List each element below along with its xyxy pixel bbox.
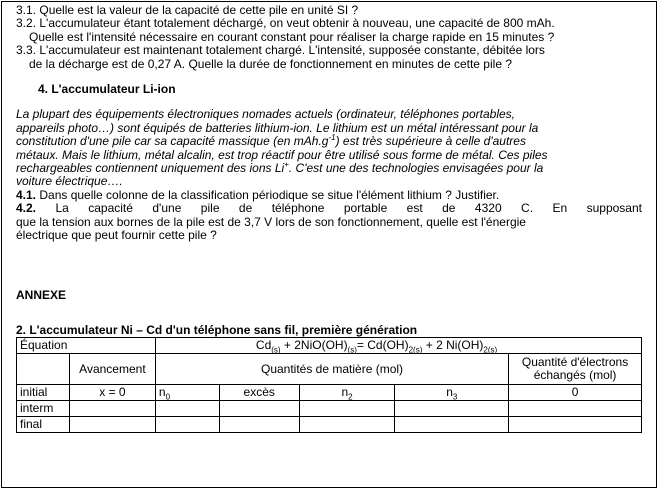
- question-text: L'accumulateur étant totalement déchargé, on veut obtenir à nouveau, une capacité de 800 mAh.: [39, 16, 555, 31]
- para-text: ) est très supérieure à celle d'autres: [335, 134, 526, 149]
- para-line: La plupart des équipements électroniques nomades actuels (ordinateur, téléphones portables,: [16, 107, 515, 122]
- cell-exces: excès: [219, 385, 299, 401]
- row-label: initial: [17, 385, 70, 401]
- cell-n3: [395, 401, 509, 417]
- header-electrons-l1: Quantité d'électrons: [521, 355, 629, 370]
- equation-label: Équation: [17, 338, 156, 354]
- para-text: constitution d'une pile car sa capacité massique (en mAh.g: [16, 134, 329, 149]
- para-line: [16, 135, 642, 148]
- document-page: [1, 1, 657, 488]
- question-4-2: [16, 202, 642, 215]
- eq-sub: 2(s): [408, 345, 423, 355]
- question-text: La capacité d'une pile de téléphone portable est de 4320 C. En supposant: [36, 201, 642, 216]
- cell-x: [69, 401, 155, 417]
- cell-n0: [155, 417, 219, 433]
- question-number: 4.2.: [16, 201, 37, 216]
- question-4-2-line2: que la tension aux bornes de la pile est de 3,7 V lors de son fonctionnement, quelle est l'énergie: [16, 214, 526, 229]
- question-4-2-line3: électrique que peut fournir cette pile ?: [16, 228, 217, 243]
- cell-n0: [155, 401, 219, 417]
- table-row: [17, 417, 642, 433]
- para-text: rechargeables contiennent uniquement des ions Li: [16, 161, 285, 176]
- header-quantites: Quantités de matière (mol): [155, 354, 508, 385]
- eq-sub: 2(s): [483, 345, 498, 355]
- cell-sub: 2: [348, 392, 353, 402]
- cell-n2: [299, 385, 395, 401]
- equation-cell: [155, 338, 641, 354]
- row-label: final: [17, 417, 70, 433]
- eq-part: + 2 Ni(OH): [422, 338, 484, 353]
- question-number: 3.2.: [16, 16, 37, 31]
- cell-n2: [299, 401, 395, 417]
- table-row-equation: [17, 338, 642, 354]
- para-line: métaux. Mais le lithium, métal alcalin, est trop réactif pour être utilisé sous forme de métal. Ces piles: [16, 147, 548, 162]
- cell-n2: [299, 417, 395, 433]
- cell-x: [69, 417, 155, 433]
- para-text: . C'est une des technologies envisagées pour la: [288, 161, 544, 176]
- annexe-title: ANNEXE: [16, 287, 67, 302]
- cell-text: n: [446, 385, 453, 400]
- cell-electrons: [509, 401, 642, 417]
- eq-sub: (s): [271, 345, 281, 355]
- cell-sub: 3: [452, 392, 458, 402]
- question-3-1: [16, 4, 642, 17]
- question-3-2-cont: Quelle est l'intensité nécessaire en courant constant pour réaliser la charge rapide en 15 minutes ?: [29, 29, 555, 44]
- cell-n3: [395, 417, 509, 433]
- question-number: 3.1.: [16, 3, 37, 17]
- eq-part: = Cd(OH): [356, 338, 409, 353]
- header-empty: [17, 354, 70, 385]
- question-3-3: [16, 44, 642, 57]
- document-content: [16, 4, 642, 433]
- eq-sub: (s): [347, 345, 357, 355]
- advancement-table: [16, 337, 642, 433]
- header-avancement: Avancement: [69, 354, 155, 385]
- question-number: 3.3.: [16, 43, 37, 58]
- section-4-paragraph: [16, 108, 642, 188]
- question-4-1: [16, 189, 642, 202]
- cell-sub: 0: [165, 392, 171, 402]
- cell-electrons: [509, 417, 642, 433]
- cell-n0: [155, 385, 219, 401]
- eq-part: + 2NiO(OH): [280, 338, 348, 353]
- table-row: [17, 385, 642, 401]
- table-row-header: [17, 354, 642, 385]
- question-3-3-cont: de la décharge est de 0,27 A. Quelle la durée de fonctionnement en minutes de cette pile ?: [29, 56, 512, 71]
- question-text: Quelle est la valeur de la capacité de cette pile en unité SI ?: [39, 3, 359, 17]
- question-text: L'accumulateur est maintenant totalement chargé. L'intensité, supposée constante, débitée lors: [39, 43, 545, 58]
- eq-part: Cd: [255, 338, 272, 353]
- header-electrons: [509, 354, 642, 385]
- annexe-section-2-title: 2. L'accumulateur Ni – Cd d'un téléphone sans fil, première génération: [16, 322, 418, 337]
- cell-x: x = 0: [69, 385, 155, 401]
- superscript: -1: [328, 133, 336, 143]
- question-number: 4.1.: [16, 187, 37, 202]
- cell-electrons: 0: [509, 385, 642, 401]
- cell-text: n: [158, 385, 166, 400]
- table-row: [17, 401, 642, 417]
- para-line: appareils photo…) sont équipés de batteries lithium-ion. Le lithium est un métal intéressant pour la: [16, 120, 539, 135]
- question-text: Dans quelle colonne de la classification périodique se situe l'élément lithium ? Justifier.: [36, 187, 500, 202]
- section-4-heading: 4. L'accumulateur Li-ion: [38, 82, 176, 97]
- header-electrons-l2: échangés (mol): [533, 368, 617, 383]
- para-line: [16, 162, 642, 175]
- cell-text: n: [341, 385, 349, 400]
- cell-n3: [395, 385, 509, 401]
- cell-exces: [219, 401, 299, 417]
- row-label: interm: [17, 401, 70, 417]
- question-3-2: [16, 17, 642, 30]
- para-line: voiture électrique….: [16, 174, 123, 189]
- cell-exces: [219, 417, 299, 433]
- superscript: +: [284, 160, 289, 170]
